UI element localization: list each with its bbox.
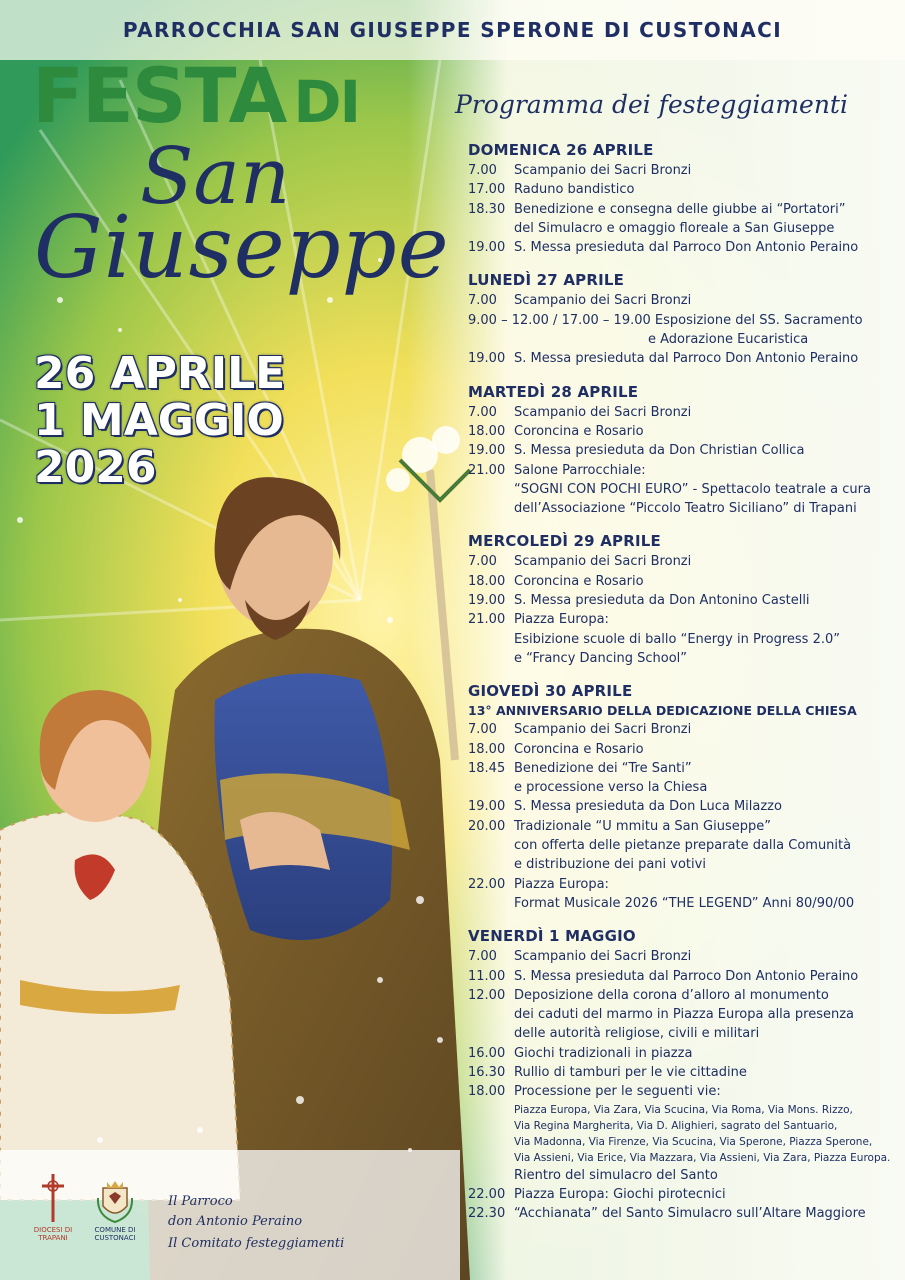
- program-day: [468, 270, 900, 368]
- event-text: Scampanio dei Sacri Bronzi: [514, 949, 692, 965]
- event-text-continued: Format Musicale 2026 “THE LEGEND” Anni 80/90/00: [514, 895, 855, 911]
- event-text: Piazza Europa: Giochi pirotecnici: [514, 1186, 726, 1202]
- event-time: 19.00: [468, 240, 506, 256]
- event-time: 19.00: [468, 443, 506, 459]
- event-text-after: Rientro del simulacro del Santo: [514, 1167, 718, 1183]
- event-text-continued: dell’Associazione “Piccolo Teatro Siciliano” di Trapani: [514, 501, 857, 517]
- event-text: Scampanio dei Sacri Bronzi: [514, 163, 692, 178]
- event-text: Piazza Europa:: [514, 612, 609, 628]
- event-time: 18.00: [468, 423, 506, 439]
- event-time: 7.00: [468, 554, 497, 570]
- program-event: [468, 161, 900, 180]
- event-text-continued: e distribuzione dei pani votivi: [514, 857, 706, 873]
- event-time: 18.30: [468, 201, 506, 217]
- day-title: VENERDÌ 1 MAGGIO: [468, 927, 636, 946]
- program-event: [468, 947, 900, 966]
- event-text-continued: del Simulacro e omaggio floreale a San Giuseppe: [514, 220, 835, 236]
- comune-crest-icon: [95, 1178, 135, 1224]
- event-text: Tradizionale “U mmitu a San Giuseppe”: [514, 818, 771, 834]
- program-list: [468, 140, 900, 1236]
- day-subtitle: 13° ANNIVERSARIO DELLA DEDICAZIONE DELLA CHIESA: [468, 703, 857, 719]
- festival-dates: [34, 350, 285, 491]
- event-text-continued: con offerta delle pietanze preparate dalla Comunità: [514, 838, 852, 854]
- event-text: S. Messa presieduta da Don Antonino Castelli: [514, 593, 810, 609]
- event-text: S. Messa presieduta dal Parroco Don Antonio Peraino: [514, 240, 859, 256]
- event-text: Giochi tradizionali in piazza: [514, 1045, 693, 1061]
- event-time: 12.00: [468, 987, 506, 1003]
- event-text: Scampanio dei Sacri Bronzi: [514, 293, 692, 309]
- event-text: S. Messa presieduta da Don Christian Collica: [514, 443, 805, 459]
- program-day: [468, 140, 900, 257]
- program-event: [468, 403, 900, 422]
- event-text: Salone Parrocchiale:: [514, 462, 646, 478]
- program-event: [468, 967, 900, 986]
- diocese-label-2: TRAPANI: [38, 1234, 68, 1242]
- day-title: MARTEDÌ 28 APRILE: [468, 382, 639, 401]
- procession-route-line: Via Assieni, Via Erice, Via Mazzara, Via Assieni, Via Zara, Piazza Europa.: [514, 1151, 891, 1164]
- di-word: DI: [293, 68, 360, 136]
- event-text-continued: e processione verso la Chiesa: [514, 780, 708, 796]
- program-event: [468, 311, 900, 350]
- program-day: [468, 382, 900, 519]
- event-time: 11.00: [468, 968, 506, 984]
- event-time: 20.00: [468, 818, 506, 834]
- program-event: [468, 1204, 900, 1223]
- event-text: S. Messa presieduta dal Parroco Don Antonio Peraino: [514, 351, 859, 367]
- day-title: GIOVEDÌ 30 APRILE: [468, 682, 633, 701]
- event-time: 16.00: [468, 1045, 506, 1061]
- event-time: 21.00: [468, 462, 506, 478]
- event-text: 9.00 – 12.00 / 17.00 – 19.00 Esposizione del SS. Sacramento: [468, 312, 863, 328]
- event-time: 19.00: [468, 799, 506, 815]
- day-title: DOMENICA 26 APRILE: [468, 141, 654, 159]
- program-event: [468, 200, 900, 239]
- festa-word: FESTA: [32, 51, 286, 140]
- program-day: [468, 926, 900, 1223]
- event-text: Benedizione dei “Tre Santi”: [514, 760, 692, 776]
- event-time: 22.30: [468, 1206, 506, 1222]
- program-event: [468, 1044, 900, 1063]
- san-script-title: San: [140, 132, 291, 222]
- program-day: [468, 681, 900, 913]
- program-event: [468, 610, 900, 668]
- event-time: 7.00: [468, 404, 497, 420]
- program-event: [468, 759, 900, 798]
- program-event: [468, 875, 900, 914]
- footer-comitato: Il Comitato festeggiamenti: [168, 1236, 345, 1251]
- event-time: 7.00: [468, 949, 497, 965]
- procession-route-line: Piazza Europa, Via Zara, Via Scucina, Via Roma, Via Mons. Rizzo,: [514, 1103, 853, 1116]
- event-text: Raduno bandistico: [514, 182, 635, 198]
- program-event: [468, 422, 900, 441]
- event-time: 7.00: [468, 293, 497, 309]
- event-time: 19.00: [468, 351, 506, 367]
- program-event: [468, 740, 900, 759]
- program-event: [468, 591, 900, 610]
- program-event: [468, 817, 900, 875]
- program-day: [468, 531, 900, 668]
- program-event: [468, 1185, 900, 1204]
- day-title: MERCOLEDÌ 29 APRILE: [468, 532, 661, 551]
- event-text: Processione per le seguenti vie:: [514, 1084, 721, 1100]
- diocese-logo: [28, 1172, 78, 1242]
- event-text-continued: delle autorità religiose, civili e militari: [514, 1026, 760, 1042]
- program-event: [468, 461, 900, 519]
- event-text: Coroncina e Rosario: [514, 423, 644, 439]
- event-time: 21.00: [468, 612, 506, 628]
- event-text: Scampanio dei Sacri Bronzi: [514, 554, 692, 570]
- event-time: 19.00: [468, 593, 506, 609]
- program-event: [468, 291, 900, 310]
- program-event: [468, 552, 900, 571]
- comune-label-1: COMUNE DI: [94, 1226, 136, 1234]
- event-text: Rullio di tamburi per le vie cittadine: [514, 1064, 747, 1080]
- event-time: 16.30: [468, 1064, 506, 1080]
- event-text: Coroncina e Rosario: [514, 573, 644, 589]
- procession-route-line: Via Regina Margherita, Via D. Alighieri, sagrato del Santuario,: [514, 1119, 838, 1132]
- event-text: S. Messa presieduta dal Parroco Don Antonio Peraino: [514, 968, 859, 984]
- footer-parroco-title: Il Parroco: [168, 1194, 233, 1209]
- program-event: [468, 986, 900, 1044]
- program-event: [468, 238, 900, 257]
- footer-parroco-name: don Antonio Peraino: [168, 1214, 303, 1229]
- event-text: Piazza Europa:: [514, 876, 609, 892]
- comune-logo: [90, 1178, 140, 1242]
- event-time: 18.45: [468, 760, 506, 776]
- diocese-label-1: DIOCESI DI: [33, 1226, 73, 1234]
- event-time: 18.00: [468, 1084, 506, 1100]
- date-line-end: 1 MAGGIO: [34, 395, 284, 446]
- event-text-continued: dei caduti del marmo in Piazza Europa alla presenza: [514, 1007, 855, 1023]
- event-text: Coroncina e Rosario: [514, 741, 644, 757]
- event-time: 17.00: [468, 182, 506, 198]
- date-line-start: 26 APRILE: [34, 348, 286, 399]
- event-time: 18.00: [468, 573, 506, 589]
- event-text: Deposizione della corona d’alloro al monumento: [514, 987, 829, 1003]
- event-time: 22.00: [468, 876, 506, 892]
- program-event: [468, 180, 900, 199]
- festa-heading: [32, 51, 360, 140]
- day-title: LUNEDÌ 27 APRILE: [468, 271, 625, 290]
- event-time: 22.00: [468, 1186, 506, 1202]
- event-text: “Acchianata” del Santo Simulacro sull’Altare Maggiore: [514, 1206, 866, 1222]
- program-title: Programma dei festeggiamenti: [455, 90, 848, 119]
- event-time: 18.00: [468, 741, 506, 757]
- footer-signatures: [168, 1192, 344, 1254]
- giuseppe-script-title: Giuseppe: [34, 198, 450, 298]
- event-text-continued: “SOGNI CON POCHI EURO” - Spettacolo teatrale a cura: [514, 481, 871, 497]
- program-event: [468, 572, 900, 591]
- event-text-continued: e Adorazione Eucaristica: [648, 332, 809, 348]
- program-event: [468, 1082, 900, 1185]
- event-text: S. Messa presieduta da Don Luca Milazzo: [514, 799, 782, 815]
- comune-label-2: CUSTONACI: [94, 1234, 136, 1242]
- event-text: Scampanio dei Sacri Bronzi: [514, 722, 692, 738]
- diocese-cross-icon: [38, 1172, 68, 1224]
- program-event: [468, 797, 900, 816]
- program-event: [468, 1063, 900, 1082]
- event-text-continued: Esibizione scuole di ballo “Energy in Progress 2.0”: [514, 631, 840, 647]
- event-text: Benedizione e consegna delle giubbe ai “Portatori”: [514, 201, 846, 217]
- parish-title: PARROCCHIA SAN GIUSEPPE SPERONE DI CUSTONACI: [122, 18, 783, 42]
- program-event: [468, 349, 900, 368]
- event-text-continued: e “Francy Dancing School”: [514, 650, 688, 666]
- event-time: 7.00: [468, 722, 497, 738]
- event-text: Scampanio dei Sacri Bronzi: [514, 404, 692, 420]
- procession-route-line: Via Madonna, Via Firenze, Via Scucina, Via Sperone, Piazza Sperone,: [514, 1135, 873, 1148]
- program-event: [468, 441, 900, 460]
- program-event: [468, 720, 900, 739]
- event-time: 7.00: [468, 163, 497, 178]
- date-line-year: 2026: [34, 442, 157, 493]
